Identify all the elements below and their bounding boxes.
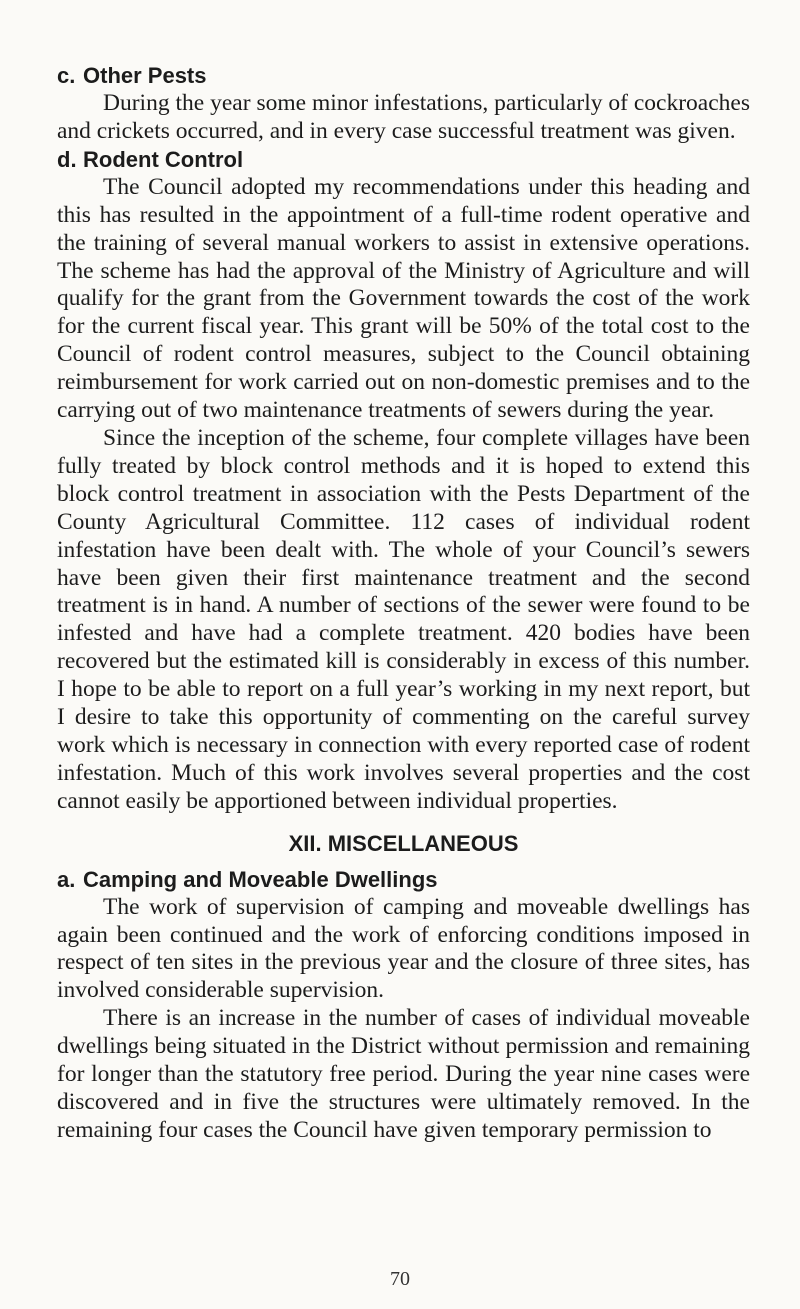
section-a-heading — [57, 866, 750, 894]
section-c-heading — [57, 62, 750, 90]
section-a-paragraph-2: There is an increase in the number of cases of individual moveable dwellings being situated in the District without permission and remaining for longer than the statutory free period. During the year nine cases were discovered and in five the structures were ultimately removed. In the remaining four cases the Council have given temporary permission to — [57, 1005, 750, 1143]
section-d-letter: d. — [57, 146, 77, 172]
section-d-heading — [57, 146, 750, 174]
section-c-paragraph: During the year some minor infestations, particularly of cockroaches and crickets occurred, and in every case successful treatment was given. — [57, 90, 750, 144]
section-d-paragraph-2: Since the inception of the scheme, four complete villages have been fully treated by block control methods and it is hoped to extend this block control treatment in association with the Pests Department of the County Agricultural Committee. 112 cases of individual rodent infestation have been dealt with. The whole of your Council’s sewers have been given their first maintenance treatment and the second treatment is in hand. A number of sections of the sewer were found to be infested and have had a complete treatment. 420 bodies have been recovered but the estimated kill is considerably in excess of this number. I hope to be able to report on a full year’s working in my next report, but I desire to take this opportunity of commenting on the careful survey work which is necessary in connection with every reported case of rodent infestation. Much of this work involves several properties and the cost cannot easily be apportioned between individual properties. — [57, 424, 750, 814]
section-d-title: Rodent Control — [83, 146, 244, 172]
section-c-title: Other Pests — [83, 63, 207, 88]
section-a-title: Camping and Moveable Dwellings — [83, 866, 438, 892]
page-number: 70 — [390, 1268, 410, 1290]
section-a-letter: a. — [57, 866, 76, 892]
section-d-paragraph-1: The Council adopted my recommendations under this heading and this has resulted in the appointment of a full-time rodent operative and the training of several manual workers to assist in extensive operations. The scheme has had the approval of the Ministry of Agriculture and will qualify for the grant from the Government towards the cost of the work for the current fiscal year. This grant will be 50% of the total cost to the Council of rodent control measures, subject to the Council obtaining reimbursement for work carried out on non-domestic premises and to the carrying out of two maintenance treatments of sewers during the year. — [57, 173, 750, 424]
section-xii-heading: XII. MISCELLANEOUS — [288, 830, 519, 856]
section-c-letter: c. — [57, 63, 76, 88]
section-a-paragraph-1: The work of supervision of camping and moveable dwellings has again been continued and the work of enforcing conditions imposed in respect of ten sites in the previous year and the closure of three sites, has involved considerable supervision. — [57, 893, 750, 1004]
